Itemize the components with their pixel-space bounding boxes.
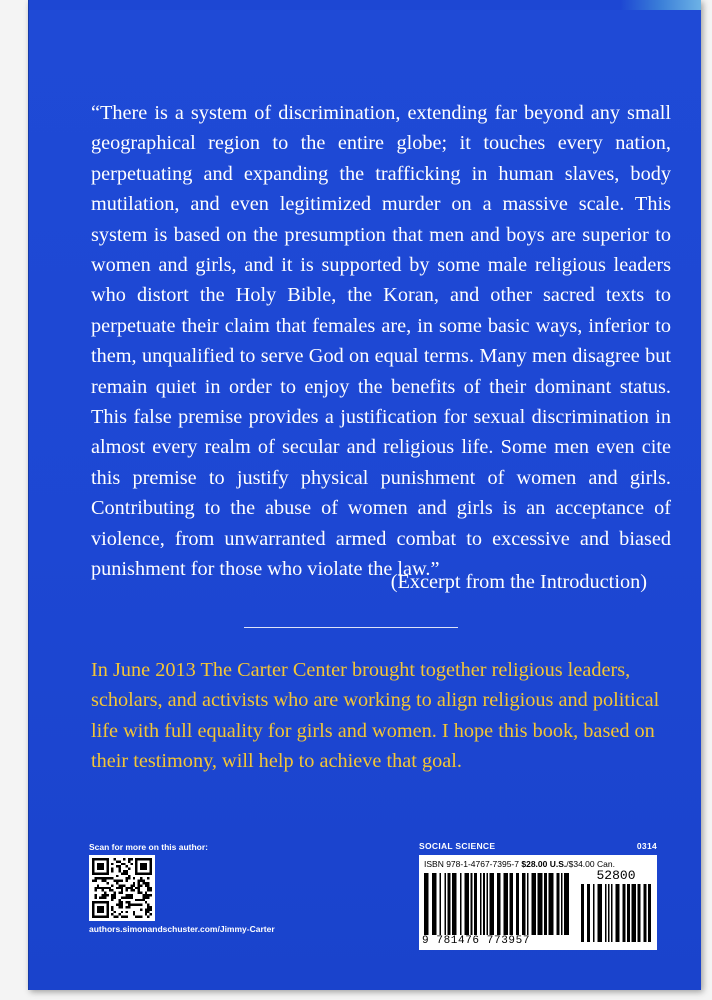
barcode-digits: 9 781476 773957 (422, 935, 531, 947)
top-edge (29, 0, 701, 10)
quote-text: “There is a system of discrimination, extending far beyond any small geographical region to the entire globe; it touches every nation, perpetuating and expanding the trafficking in human slaves, body mutilation, and even legitimized murder on a massive scale. This system is based on the presumption that men and boys are superior to women and girls, and it is supported by some male religious leaders who distort the Holy Bible, the Koran, and other sacred texts to perpetuate their claim that females are, in some basic ways, inferior to them, unqualified to serve God on equal terms. Many men disagree but remain quiet in order to enjoy the benefits of their dominant status. This false premise provides a justification for sexual discrimination in almost every realm of secular and religious life. Some men even cite this premise to justify physical punishment of women and girls. Contributing to the abuse of women and girls is an acceptance of violence, from unwarranted armed combat to excessive and biased punishment for those who violate the law.” (91, 102, 671, 581)
barcode-area (419, 841, 657, 950)
barcode-label (419, 855, 657, 950)
print-code: 0314 (636, 841, 657, 851)
book-back-cover (28, 0, 701, 990)
quote-attribution: (Excerpt from the Introduction) (390, 571, 647, 593)
addon-barcode-icon (581, 884, 651, 942)
qr-caption: Scan for more on this author: (89, 842, 209, 852)
price-can: $34.00 Can. (568, 859, 615, 869)
promo-text: In June 2013 The Carter Center brought together religious leaders, scholars, and activists who are working to align religious and political life with full equality for girls and women. I hope this book, based on their testimony, will help to achieve that goal. (91, 659, 660, 773)
qr-block (89, 842, 275, 934)
price-us: $28.00 U.S. (521, 859, 567, 869)
qr-code-icon[interactable] (89, 855, 155, 921)
divider-line (244, 627, 458, 628)
author-url[interactable]: authors.simonandschuster.com/Jimmy-Carter (89, 924, 275, 934)
addon-number: 52800 (596, 868, 636, 883)
isbn-price-line: ISBN 978-1-4767-7395-7 $28.00 U.S./$34.00 Can. (424, 859, 615, 869)
ean-barcode-icon (424, 873, 572, 935)
isbn: ISBN 978-1-4767-7395-7 (424, 859, 519, 869)
book-category: SOCIAL SCIENCE (419, 841, 496, 851)
